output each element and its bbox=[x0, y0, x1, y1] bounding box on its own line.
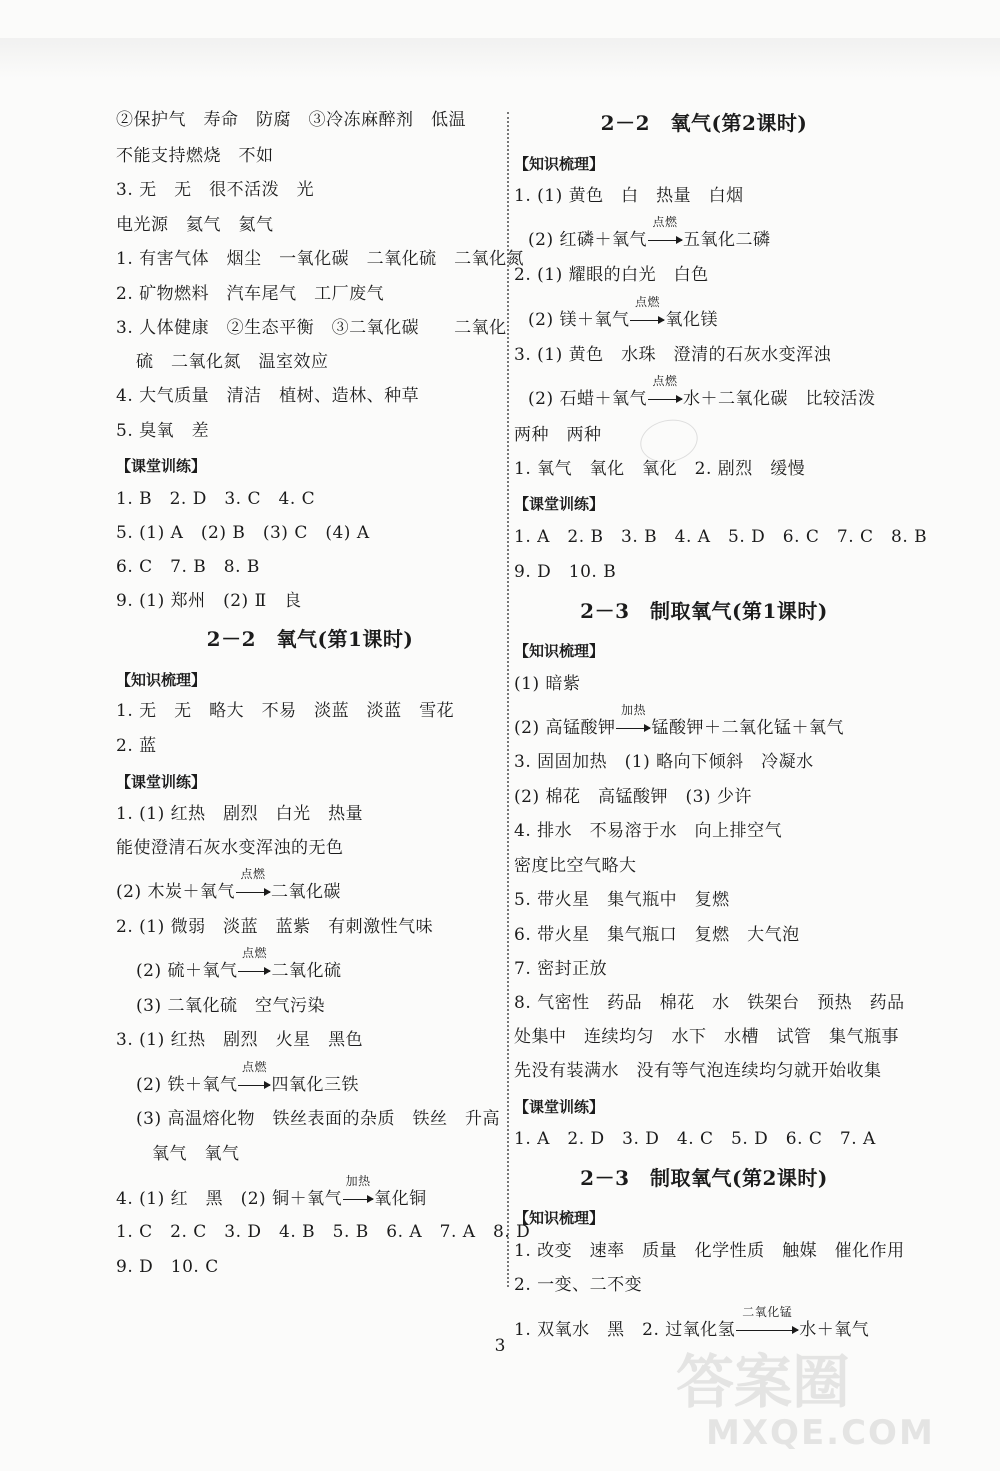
lesson-title: 2－3 制取氧气(第1课时) bbox=[580, 599, 828, 623]
text-line: 1. 氧气 氧化 氧化 2. 剧烈 缓慢 bbox=[514, 459, 806, 479]
section-heading: 【课堂训练】 bbox=[116, 457, 207, 475]
text-line: 电光源 氦气 氦气 bbox=[116, 215, 274, 235]
text-line: 1. A 2. D 3. D 4. C 5. D 6. C 7. A bbox=[514, 1129, 876, 1149]
text-line: 5. 带火星 集气瓶中 复燃 bbox=[514, 890, 730, 910]
text-line: 2. (1) 耀眼的白光 白色 bbox=[514, 265, 709, 285]
section-heading: 【知识梳理】 bbox=[514, 155, 605, 173]
text-line: 1. A 2. B 3. B 4. A 5. D 6. C 7. C 8. B bbox=[514, 527, 928, 547]
text-line: 9. D 10. B bbox=[514, 562, 617, 582]
text-line: 2. (1) 微弱 淡蓝 蓝紫 有刺激性气味 bbox=[116, 917, 434, 937]
reaction-arrow bbox=[238, 946, 270, 981]
column-divider bbox=[507, 112, 509, 1287]
text-line: 4. 大气质量 清洁 植树、造林、种草 bbox=[116, 386, 420, 406]
text-line: 能使澄清石灰水变浑浊的无色 bbox=[116, 838, 344, 858]
text-line: 3. (1) 黄色 水珠 澄清的石灰水变浑浊 bbox=[514, 345, 832, 365]
reactants: 1. 双氧水 黑 2. 过氧化氢 bbox=[514, 1320, 736, 1340]
text-line: 1. 无 无 略大 不易 淡蓝 淡蓝 雪花 bbox=[116, 701, 455, 721]
text-line: 5. 臭氧 差 bbox=[116, 421, 210, 441]
text-line: (1) 暗紫 bbox=[514, 674, 581, 694]
text-line: 6. C 7. B 8. B bbox=[116, 557, 260, 577]
reaction-condition: 二氧化锰 bbox=[742, 1305, 793, 1319]
reaction-arrow bbox=[648, 374, 682, 409]
text-line: (3) 高温熔化物 铁丝表面的杂质 铁丝 升高 bbox=[136, 1109, 500, 1129]
text-line: 9. (1) 郑州 (2) Ⅱ 良 bbox=[116, 591, 302, 611]
reactants: (2) 铁＋氧气 bbox=[136, 1075, 238, 1095]
text-line: (3) 二氧化硫 空气污染 bbox=[136, 996, 325, 1016]
products: 氧化镁 bbox=[665, 310, 718, 330]
text-line: 5. (1) A (2) B (3) C (4) A bbox=[116, 523, 370, 543]
reaction-condition: 点燃 bbox=[241, 946, 267, 960]
text-line: 4. 排水 不易溶于水 向上排空气 bbox=[514, 821, 783, 841]
text-line: (2) 棉花 高锰酸钾 (3) 少许 bbox=[514, 787, 752, 807]
lesson-title: 2－2 氧气(第1课时) bbox=[206, 627, 414, 651]
text-line: 不能支持燃烧 不如 bbox=[116, 146, 274, 166]
reaction-condition: 点燃 bbox=[652, 215, 678, 229]
text-line: 密度比空气略大 bbox=[514, 856, 637, 876]
text-line: 2. 蓝 bbox=[116, 736, 157, 756]
section-heading: 【知识梳理】 bbox=[514, 642, 605, 660]
products: 氧化铜 bbox=[374, 1189, 427, 1209]
products: 水＋氧气 bbox=[799, 1320, 870, 1340]
text-line: 3. (1) 红热 剧烈 火星 黑色 bbox=[116, 1030, 364, 1050]
text-line: 6. 带火星 集气瓶口 复燃 大气泡 bbox=[514, 925, 800, 945]
reactants: (2) 木炭＋氧气 bbox=[116, 882, 235, 902]
equation-line bbox=[116, 1174, 427, 1209]
section-heading: 【课堂训练】 bbox=[116, 773, 207, 791]
lesson-title: 2－3 制取氧气(第2课时) bbox=[580, 1166, 828, 1190]
equation-line bbox=[136, 1060, 359, 1095]
reaction-arrow bbox=[630, 295, 664, 330]
equation-line bbox=[528, 295, 718, 330]
section-heading: 【课堂训练】 bbox=[514, 495, 605, 513]
scan-shadow bbox=[0, 38, 1000, 78]
equation-line bbox=[514, 703, 844, 738]
reactants: (2) 红磷＋氧气 bbox=[528, 230, 647, 250]
reaction-arrow bbox=[648, 215, 682, 250]
text-line: 硫 二氧化氮 温室效应 bbox=[136, 352, 329, 372]
reaction-arrow bbox=[236, 867, 270, 902]
text-line: 3. 固固加热 (1) 略向下倾斜 冷凝水 bbox=[514, 752, 814, 772]
text-line: 8. 气密性 药品 棉花 水 铁架台 预热 药品 bbox=[514, 993, 905, 1013]
text-line: 两种 两种 bbox=[514, 425, 602, 445]
text-line: ②保护气 寿命 防腐 ③冷冻麻醉剂 低温 bbox=[116, 110, 466, 130]
text-line: 1. C 2. C 3. D 4. B 5. B 6. A 7. A 8. D bbox=[116, 1222, 531, 1242]
products: 五氧化二磷 bbox=[682, 230, 771, 250]
reactants: 4. (1) 红 黑 (2) 铜＋氧气 bbox=[116, 1189, 343, 1209]
text-line: 处集中 连续均匀 水下 水槽 试管 集气瓶事 bbox=[514, 1027, 899, 1047]
products: 二氧化硫 bbox=[271, 961, 342, 981]
reactants: (2) 硫＋氧气 bbox=[136, 961, 238, 981]
products: 四氧化三铁 bbox=[271, 1075, 359, 1095]
reaction-condition: 点燃 bbox=[634, 295, 660, 309]
products: 二氧化碳 bbox=[270, 882, 341, 902]
section-heading: 【知识梳理】 bbox=[116, 671, 207, 689]
reactants: (2) 高锰酸钾 bbox=[514, 718, 616, 738]
reactants: (2) 镁＋氧气 bbox=[528, 310, 630, 330]
reaction-condition: 加热 bbox=[620, 703, 646, 717]
reaction-arrow bbox=[238, 1060, 270, 1095]
text-line: 1. B 2. D 3. C 4. C bbox=[116, 489, 316, 509]
text-line: 1. (1) 红热 剧烈 白光 热量 bbox=[116, 804, 364, 824]
text-line: 7. 密封正放 bbox=[514, 959, 608, 979]
watermark-site-text: MXQE.COM bbox=[706, 1413, 935, 1453]
text-line: 先没有装满水 没有等气泡连续均匀就开始收集 bbox=[514, 1061, 882, 1081]
section-heading: 【课堂训练】 bbox=[514, 1098, 605, 1116]
text-line: 氧气 氧气 bbox=[152, 1144, 240, 1164]
equation-line bbox=[136, 946, 342, 981]
watermark-main-text: 答案圈 bbox=[676, 1348, 851, 1416]
text-line: 2. 矿物燃料 汽车尾气 工厂废气 bbox=[116, 284, 385, 304]
text-line: 1. 改变 速率 质量 化学性质 触媒 催化作用 bbox=[514, 1241, 905, 1261]
equation-line bbox=[116, 867, 341, 902]
text-line: 3. 无 无 很不活泼 光 bbox=[116, 180, 315, 200]
reaction-arrow bbox=[343, 1174, 373, 1209]
lesson-title: 2－2 氧气(第2课时) bbox=[600, 111, 808, 135]
equation-line bbox=[528, 215, 771, 250]
equation-line bbox=[528, 374, 876, 409]
products: 锰酸钾＋二氧化锰＋氧气 bbox=[651, 718, 844, 738]
reaction-condition: 点燃 bbox=[652, 374, 678, 388]
text-line: 3. 人体健康 ②生态平衡 ③二氧化碳 二氧化 bbox=[116, 318, 507, 338]
reaction-arrow bbox=[616, 703, 650, 738]
text-line: 2. 一变、二不变 bbox=[514, 1275, 643, 1295]
reaction-condition: 点燃 bbox=[241, 1060, 267, 1074]
text-line: 1. (1) 黄色 白 热量 白烟 bbox=[514, 186, 744, 206]
reaction-condition: 点燃 bbox=[240, 867, 266, 881]
section-heading: 【知识梳理】 bbox=[514, 1209, 605, 1227]
text-line: 1. 有害气体 烟尘 一氧化碳 二氧化硫 二氧化氮 bbox=[116, 249, 525, 269]
reactants: (2) 石蜡＋氧气 bbox=[528, 389, 647, 409]
text-line: 9. D 10. C bbox=[116, 1257, 219, 1277]
page-number: 3 bbox=[494, 1336, 506, 1356]
products: 水＋二氧化碳 比较活泼 bbox=[682, 389, 876, 409]
reaction-condition: 加热 bbox=[345, 1174, 371, 1188]
watermark-logo bbox=[676, 1335, 976, 1465]
